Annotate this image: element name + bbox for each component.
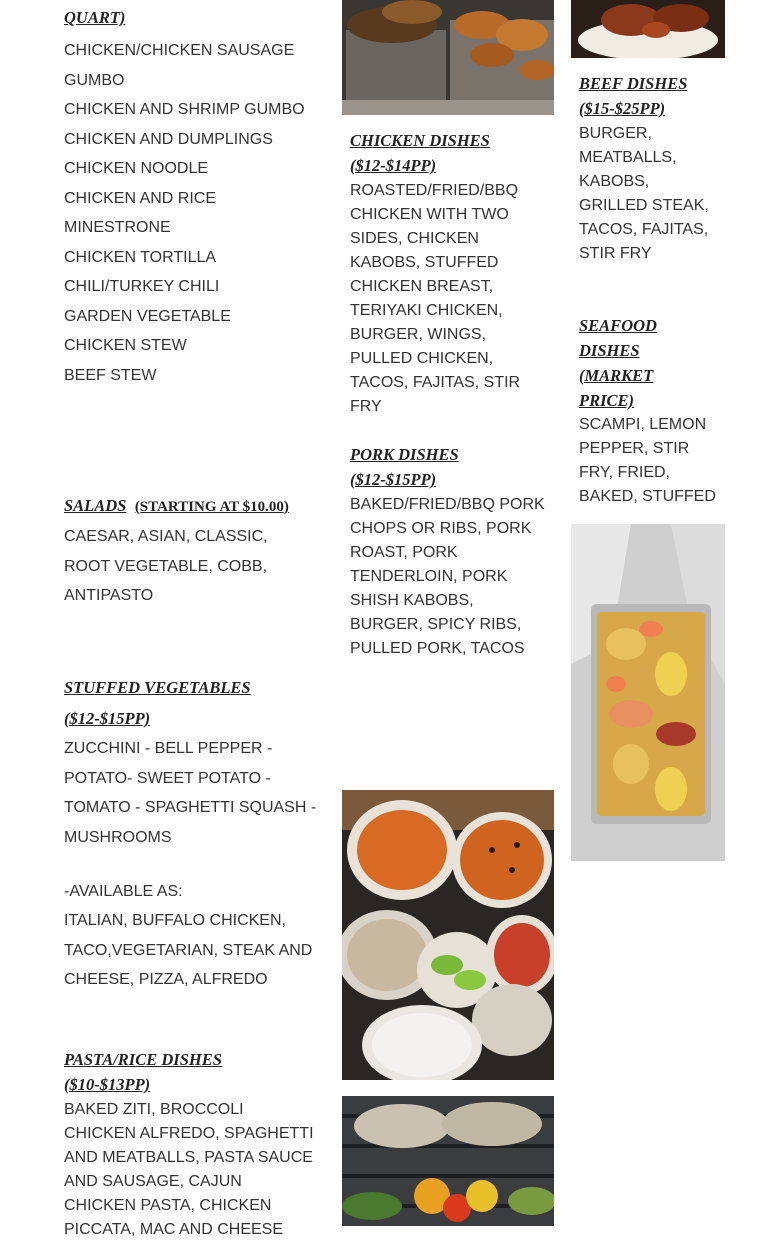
- chicken-line: CHICKEN BREAST,: [350, 278, 494, 295]
- pork-dishes-list: [350, 493, 550, 661]
- pork-line: BURGER, SPICY RIBS,: [350, 616, 522, 633]
- soup-item: CHICKEN AND SHRIMP GUMBO: [64, 101, 305, 118]
- seafood-line: PEPPER, STIR: [579, 440, 690, 457]
- salads-heading-row: [64, 496, 289, 516]
- soup-item: CHICKEN/CHICKEN SAUSAGE: [64, 42, 295, 59]
- chicken-line: ROASTED/FRIED/BBQ: [350, 182, 519, 199]
- chicken-line: TACOS, FAJITAS, STIR: [350, 374, 521, 391]
- pasta-rice-price: ($10-$13PP): [64, 1075, 151, 1094]
- seafood-dishes-price-2: PRICE): [579, 391, 635, 410]
- chicken-dishes-list: [350, 179, 550, 419]
- salad-line: ROOT VEGETABLE, COBB,: [64, 557, 268, 575]
- pork-dishes-heading: PORK DISHES: [350, 445, 459, 464]
- stuffed-line: MUSHROOMS: [64, 828, 172, 846]
- seafood-boil-photo: [571, 524, 725, 861]
- chicken-line: CHICKEN WITH TWO: [350, 206, 509, 223]
- salads-list: [64, 522, 324, 611]
- soup-item: BEEF STEW: [64, 366, 157, 384]
- stuffed-vegetables-price: ($12-$15PP): [64, 709, 151, 728]
- seafood-line: BAKED, STUFFED: [579, 488, 716, 505]
- pasta-line: AND MEATBALLS, PASTA SAUCE: [64, 1149, 313, 1166]
- chicken-line: PULLED CHICKEN,: [350, 350, 494, 367]
- soups-list: [64, 36, 324, 390]
- beef-dishes-price: ($15-$25PP): [579, 99, 666, 118]
- beef-line: KABOBS,: [579, 173, 650, 190]
- beef-dishes-heading: BEEF DISHES: [579, 74, 688, 93]
- beef-line: BURGER,: [579, 125, 652, 142]
- seafood-dishes-price-1: (MARKET: [579, 366, 654, 385]
- available-as-list: [64, 906, 324, 995]
- beef-line: GRILLED STEAK,: [579, 197, 709, 214]
- pasta-line: PICCATA, MAC AND CHEESE: [64, 1221, 283, 1238]
- seafood-dishes-list: [579, 413, 724, 509]
- stuffed-line: ZUCCHINI - BELL PEPPER -: [64, 740, 273, 757]
- rice-dish-photo: [571, 0, 725, 58]
- salad-line: ANTIPASTO: [64, 587, 154, 604]
- pasta-line: BAKED ZITI, BROCCOLI: [64, 1101, 244, 1118]
- salads-heading: SALADS: [64, 496, 127, 515]
- pasta-line: CHICKEN PASTA, CHICKEN: [64, 1197, 272, 1214]
- available-line: TACO,VEGETARIAN, STEAK AND: [64, 941, 313, 959]
- available-line: ITALIAN, BUFFALO CHICKEN,: [64, 912, 286, 929]
- soup-item: CHICKEN STEW: [64, 337, 187, 354]
- soup-item: CHICKEN AND RICE: [64, 189, 217, 207]
- chicken-dishes-price: ($12-$14PP): [350, 156, 437, 175]
- available-line: CHEESE, PIZZA, ALFREDO: [64, 971, 268, 988]
- chicken-dishes-heading: CHICKEN DISHES: [350, 131, 490, 150]
- soups-heading-tail: QUART): [64, 8, 126, 27]
- pork-line: BAKED/FRIED/BBQ PORK: [350, 496, 545, 513]
- taco-bar-photo: [342, 790, 554, 1080]
- pasta-rice-list: [64, 1098, 324, 1242]
- soup-item: GUMBO: [64, 71, 125, 89]
- pork-line: ROAST, PORK: [350, 544, 458, 561]
- pasta-rice-heading: PASTA/RICE DISHES: [64, 1050, 222, 1069]
- chicken-line: SIDES, CHICKEN: [350, 230, 479, 247]
- seafood-line: SCAMPI, LEMON: [579, 416, 707, 433]
- stuffed-line: TOMATO - SPAGHETTI SQUASH -: [64, 799, 317, 816]
- chicken-line: BURGER, WINGS,: [350, 326, 487, 343]
- pork-line: PULLED PORK, TACOS: [350, 640, 525, 657]
- seafood-dishes-heading-2: DISHES: [579, 341, 640, 360]
- soup-item: MINESTRONE: [64, 219, 171, 236]
- beef-line: TACOS, FAJITAS,: [579, 221, 709, 238]
- seafood-line: FRY, FRIED,: [579, 464, 670, 481]
- pork-line: CHOPS OR RIBS, PORK: [350, 520, 532, 537]
- pork-line: TENDERLOIN, PORK: [350, 568, 508, 585]
- beef-line: MEATBALLS,: [579, 149, 677, 166]
- seafood-dishes-heading-1: SEAFOOD: [579, 316, 657, 335]
- chicken-line: TERIYAKI CHICKEN,: [350, 302, 503, 319]
- stuffed-line: POTATO- SWEET POTATO -: [64, 769, 271, 787]
- chicken-line: FRY: [350, 398, 382, 415]
- pork-line: SHISH KABOBS,: [350, 592, 474, 609]
- salad-line: CAESAR, ASIAN, CLASSIC,: [64, 528, 268, 545]
- soup-item: CHILI/TURKEY CHILI: [64, 278, 220, 295]
- grilled-chicken-photo: [342, 1096, 554, 1226]
- soup-item: CHICKEN AND DUMPLINGS: [64, 130, 273, 148]
- pork-dishes-price: ($12-$15PP): [350, 470, 437, 489]
- soup-item: GARDEN VEGETABLE: [64, 307, 231, 325]
- chicken-line: KABOBS, STUFFED: [350, 254, 499, 271]
- salads-price: (STARTING AT $10.00): [134, 499, 289, 515]
- pasta-line: CHICKEN ALFREDO, SPAGHETTI: [64, 1125, 314, 1142]
- fried-chicken-photo: [342, 0, 554, 115]
- beef-line: STIR FRY: [579, 245, 652, 262]
- stuffed-vegetables-list: [64, 734, 324, 852]
- available-as-label: -AVAILABLE AS:: [64, 883, 183, 900]
- stuffed-vegetables-heading: STUFFED VEGETABLES: [64, 678, 251, 697]
- soup-item: CHICKEN NOODLE: [64, 160, 209, 177]
- soup-item: CHICKEN TORTILLA: [64, 248, 217, 266]
- beef-dishes-list: [579, 122, 724, 266]
- pasta-line: AND SAUSAGE, CAJUN: [64, 1173, 242, 1190]
